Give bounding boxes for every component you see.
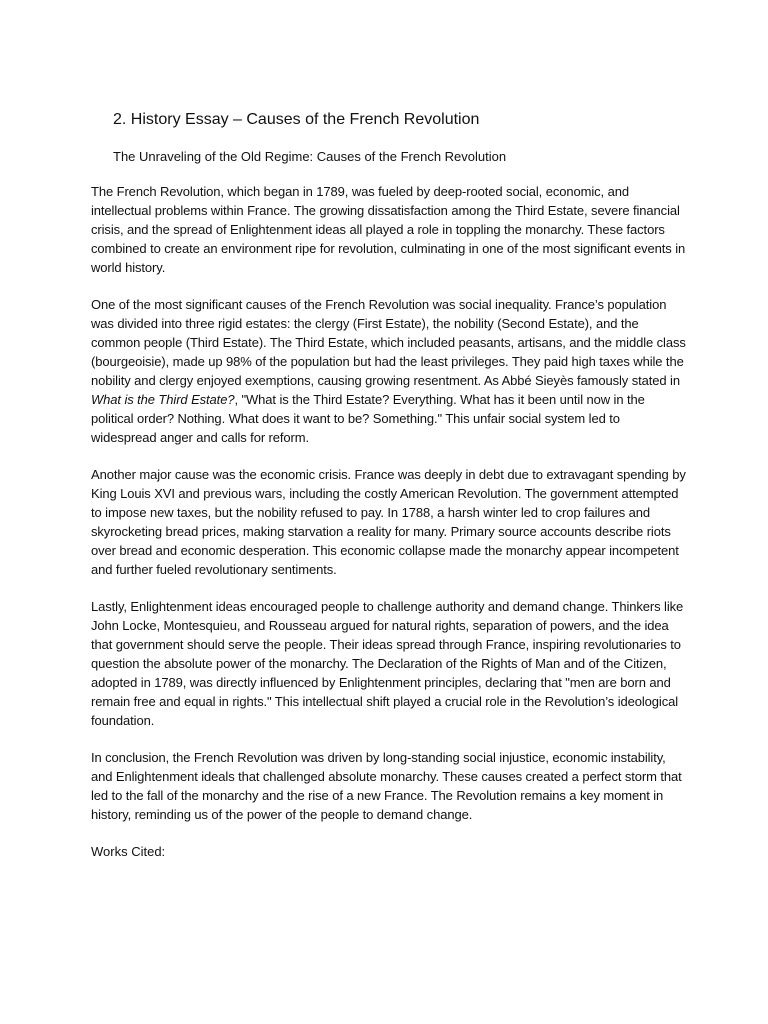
paragraph-social-text-start: One of the most significant causes of the French Revolution was social inequality. France’s population was divided into three rigid estates: the clergy (First Estate), the nobility (Second Estate), and the common people (Third Estate). The Third Estate, which included peasants, artisans, and the middle class (bourgeoisie), made up 98% of the population but had the least privileges. They paid high taxes while the nobility and clergy enjoyed exemptions, causing growing resentment. As Abbé Sieyès famously stated in bbox=[91, 297, 686, 388]
paragraph-introduction: The French Revolution, which began in 1789, was fueled by deep-rooted social, economic, and intellectual problems within France. The growing dissatisfaction among the Third Estate, severe financial crisis, and the spread of Enlightenment ideas all played a role in toppling the monarchy. These factors combined to create an environment ripe for revolution, culminating in one of the most significant events in world history. bbox=[91, 184, 686, 275]
works-cited-heading: Works Cited: bbox=[91, 844, 166, 859]
essay-heading: 2. History Essay – Causes of the French Revolution bbox=[113, 111, 480, 128]
paragraph-social-inequality bbox=[91, 295, 687, 447]
paragraph-enlightenment: Lastly, Enlightenment ideas encouraged people to challenge authority and demand change. Thinkers like John Locke, Montesquieu, and Rousseau argued for natural rights, separation of powers, and the idea that government should serve the people. Their ideas spread through France, inspiring revolutionaries to question the absolute power of the monarchy. The Declaration of the Rights of Man and of the Citizen, adopted in 1789, was directly influenced by Enlightenment principles, declaring that "men are born and remain free and equal in rights." This intellectual shift played a crucial role in the Revolution’s ideological foundation. bbox=[91, 599, 684, 728]
paragraph-economic-crisis: Another major cause was the economic crisis. France was deeply in debt due to extravagant spending by King Louis XVI and previous wars, including the costly American Revolution. The government attempted to impose new taxes, but the nobility refused to pay. In 1788, a harsh winter led to crop failures and skyrocketing bread prices, making starvation a reality for many. Primary source accounts describe riots over bread and economic desperation. This economic collapse made the monarchy appear incompetent and further fueled revolutionary sentiments. bbox=[91, 467, 686, 577]
essay-body bbox=[91, 182, 687, 861]
paragraph-conclusion: In conclusion, the French Revolution was driven by long-standing social injustice, economic instability, and Enlightenment ideals that challenged absolute monarchy. These causes created a perfect storm that led to the fall of the monarchy and the rise of a new France. The Revolution remains a key moment in history, reminding us of the power of the people to demand change. bbox=[91, 750, 682, 822]
paragraph-social-text-end: , "What is the Third Estate? Everything. What has it been until now in the political order? Nothing. What does it want to be? Something." This unfair social system led to widespread anger and calls for reform. bbox=[91, 392, 645, 445]
book-title: What is the Third Estate? bbox=[91, 392, 235, 407]
essay-subtitle: The Unraveling of the Old Regime: Causes of the French Revolution bbox=[113, 149, 507, 164]
